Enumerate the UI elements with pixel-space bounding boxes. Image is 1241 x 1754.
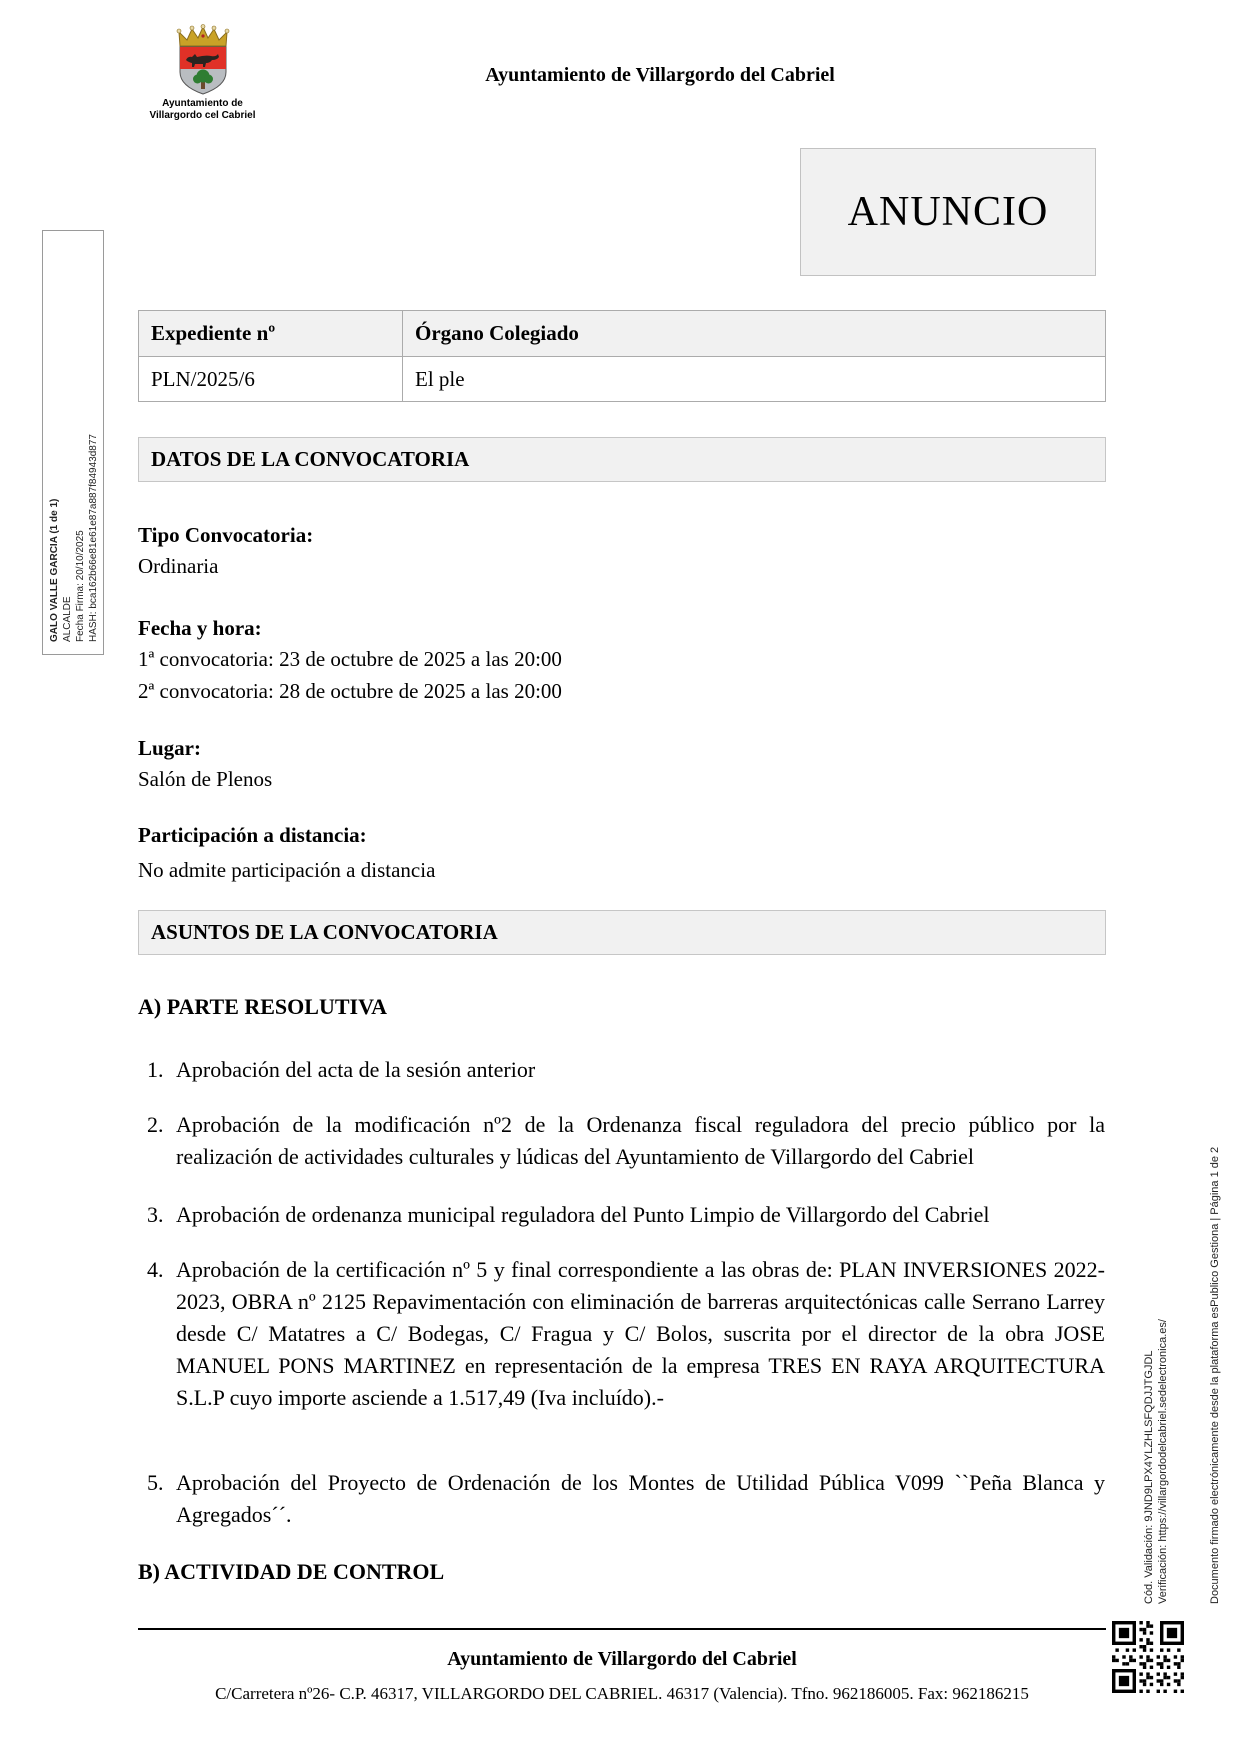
lugar-value: Salón de Plenos [138, 767, 273, 791]
validation-margin-text [1142, 969, 1224, 1604]
footer-address: C/Carretera nº26- C.P. 46317, VILLARGORDO DEL CABRIEL. 46317 (Valencia). Tfno. 962186005. Fax: 962186215 [215, 1684, 1029, 1703]
agenda-item-text: Aprobación de la modificación nº2 de la Ordenanza fiscal reguladora del precio público por la realización de actividades culturales y lúdicas del Ayuntamiento de Villargordo del Cabriel [176, 1112, 1105, 1169]
coat-of-arms-icon [172, 24, 234, 96]
actividad-control-heading: B) ACTIVIDAD DE CONTROL [138, 1559, 445, 1584]
expediente-table [138, 310, 1106, 402]
agenda-item-text: Aprobación del Proyecto de Ordenación de los Montes de Utilidad Pública V099 ``Peña Blanca y Agregados´´. [176, 1470, 1105, 1527]
agenda-item [147, 1254, 1105, 1414]
validation-code: Cód. Validación: 9JND9LPX4YLZHLSFQDJJTGJDL [1143, 1350, 1155, 1604]
qr-code [1112, 1621, 1184, 1693]
parte-resolutiva-heading: A) PARTE RESOLUTIVA [138, 994, 388, 1019]
agenda-item [147, 1199, 1105, 1231]
anuncio-label: ANUNCIO [847, 189, 1049, 235]
section-header-asuntos: ASUNTOS DE LA CONVOCATORIA [138, 910, 1106, 955]
agenda-item [147, 1054, 1105, 1086]
lugar-label: Lugar: [138, 736, 201, 760]
section-header-datos: DATOS DE LA CONVOCATORIA [138, 437, 1106, 482]
agenda-item-text: Aprobación de ordenanza municipal reguladora del Punto Limpio de Villargordo del Cabriel [176, 1202, 990, 1227]
signature-date: Fecha Firma: 20/10/2025 [75, 530, 86, 642]
footer-divider [138, 1628, 1106, 1630]
signature-hash: HASH: bca162b66e81e61e87a887f84943d877 [88, 434, 99, 642]
participacion-value: No admite participación a distancia [138, 858, 436, 882]
page-title: Ayuntamiento de Villargordo del Cabriel [485, 64, 835, 86]
tipo-convocatoria-label: Tipo Convocatoria: [138, 523, 314, 547]
signed-note: Documento firmado electrónicamente desde la plataforma esPublico Gestiona | Página 1 de 2 [1209, 1146, 1221, 1604]
organo-header-cell: Órgano Colegiado [403, 311, 1106, 357]
coat-caption-line1: Ayuntamiento de [162, 98, 243, 109]
coat-of-arms-caption [140, 98, 265, 122]
anuncio-box [800, 148, 1096, 276]
table-row [139, 357, 1106, 402]
agenda-item-text: Aprobación de la certificación nº 5 y final correspondiente a las obras de: PLAN INVERSIONES 2022-2023, OBRA nº 2125 Repavimentación con eliminación de barreras arquitectónicas calle Serrano Larrey desde C/ Matatres a C/ Bodegas, C/ Fragua y C/ Bolos, suscrita por el director de la obra JOSE MANUEL PONS MARTINEZ en representación de la empresa TRES EN RAYA ARQUITECTURA S.L.P cuyo importe asciende a 1.517,49 (Iva incluído).- [176, 1257, 1105, 1410]
agenda-item [147, 1109, 1105, 1173]
fecha-hora-label: Fecha y hora: [138, 616, 262, 640]
signer-name: GALO VALLE GARCIA (1 de 1) [49, 498, 60, 642]
verification-url: Verificación: https://villargordodelcabriel.sedelectronica.es/ [1157, 1319, 1169, 1604]
agenda-item [147, 1467, 1105, 1531]
signature-margin-text [48, 366, 100, 642]
expediente-header-cell: Expediente nº [139, 311, 403, 357]
primera-convocatoria: 1ª convocatoria: 23 de octubre de 2025 a las 20:00 [138, 647, 562, 671]
agenda-item-number: 4. [147, 1257, 164, 1282]
table-header-row [139, 311, 1106, 357]
segunda-convocatoria: 2ª convocatoria: 28 de octubre de 2025 a las 20:00 [138, 679, 562, 703]
participacion-label: Participación a distancia: [138, 823, 367, 847]
agenda-item-number: 5. [147, 1470, 164, 1495]
organo-value-cell: El ple [403, 357, 1106, 402]
signer-role: ALCALDE [62, 596, 73, 642]
expediente-value-cell: PLN/2025/6 [139, 357, 403, 402]
agenda-item-number: 2. [147, 1112, 164, 1137]
agenda-item-text: Aprobación del acta de la sesión anterior [176, 1057, 536, 1082]
tipo-convocatoria-value: Ordinaria [138, 554, 219, 578]
footer-entity: Ayuntamiento de Villargordo del Cabriel [447, 1648, 797, 1670]
agenda-item-number: 1. [147, 1057, 164, 1082]
agenda-item-number: 3. [147, 1202, 164, 1227]
coat-caption-line2: Villargordo cel Cabriel [149, 110, 256, 121]
